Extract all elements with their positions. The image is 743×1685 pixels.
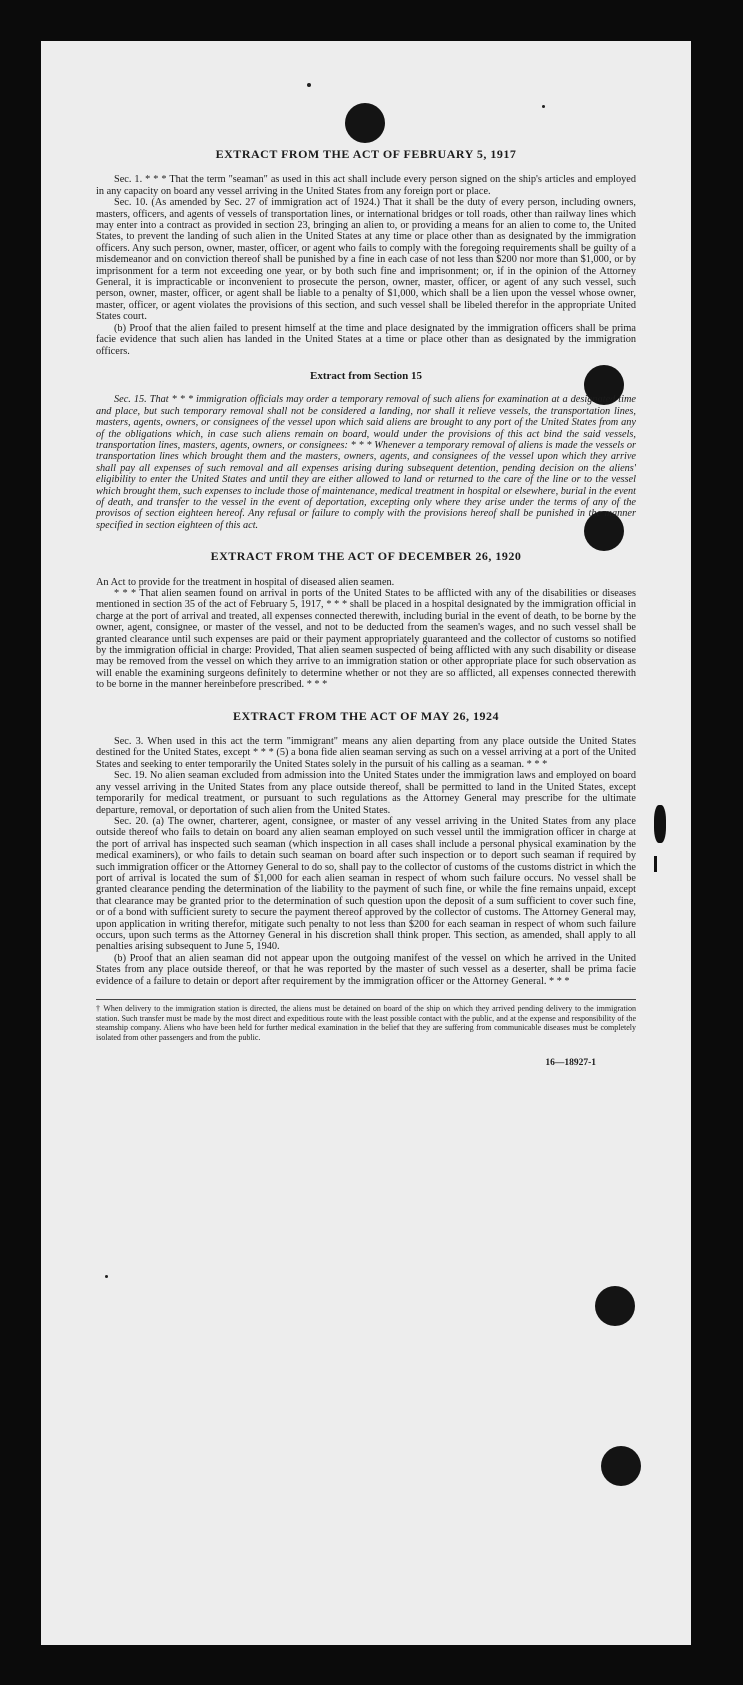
- form-number: 16—18927-1: [545, 1058, 596, 1068]
- section-heading: EXTRACT FROM THE ACT OF MAY 26, 1924: [232, 708, 500, 723]
- section-heading: EXTRACT FROM THE ACT OF DECEMBER 26, 1920: [210, 549, 522, 564]
- scan-mark: [654, 856, 657, 872]
- punch-hole: [595, 1286, 635, 1326]
- act-title: An Act to provide for the treatment in hospital of diseased alien seamen.: [96, 576, 395, 588]
- document-text: [96, 111, 636, 1069]
- paragraph-sec-19: Sec. 19. No alien seaman excluded from admission into the United States under the immigration laws and employed on board any vessel arriving in the United States from any place outside thereof, shall be permitted to land in the United States, except temporarily for medical treatment, or pursuant to such regulations as the Attorney General may prescribe for the ultimate departure, removal, or deportation of such alien from the United States.: [96, 770, 636, 816]
- paragraph-sec-15: Sec. 15. That * * * immigration officials may order a temporary removal of such aliens for examination at a designated time and place, but such temporary removal shall not be considered a landing, nor shall it relieve vessels, the transportation lines, masters, agents, owners, or consignees of the vessel upon which said aliens are brought to any port of the United States from any of the obligations which, in case such aliens remain on board, would under the provisions of this act bind the said vessels, transportation lines, masters, agents, owners, or consignees: * * * Whenever a temporary removal of aliens is made the vessels or transportation lines which brought them and the masters, owners, agents, and consignees of the vessel upon which they arrive shall pay all expenses of such removal and all expenses arising during subsequent detention, pending decision on the aliens' eligibility to enter the United States and until they are either allowed to land or returned to the care of the line or to the vessel which brought them, such expenses to include those of maintenance, medical treatment in hospital or elsewhere, burial in the event of death, and transfer to the vessel in the event of deportation, excepting only where they arise under the terms of any of the provisos of section eighteen hereof. Any refusal or failure to comply with the provisions hereof shall be punished in the manner specified in section eighteen of this act.: [96, 394, 636, 531]
- paragraph-sec-20b: (b) Proof that an alien seaman did not appear upon the outgoing manifest of the vessel on which he arrived in the United States from any place outside thereof, or that he was reported by the master of such vessel as a deserter, shall be prima facie evidence of a failure to detain or deport after requirement by the immigration officer or the Attorney General. * * *: [96, 952, 636, 987]
- section-heading: EXTRACT FROM THE ACT OF FEBRUARY 5, 1917: [215, 147, 517, 161]
- punch-hole: [601, 1446, 641, 1486]
- dust-speck: [542, 105, 545, 108]
- dust-speck: [307, 83, 311, 87]
- paragraph-sec-3: Sec. 3. When used in this act the term "immigrant" means any alien departing from any place outside the United States destined for the United States, except * * * (5) a bona fide alien seaman serving as such on a vessel arriving at a port of the United States and seeking to enter temporarily the United States solely in the pursuit of his calling as a seaman. * * *: [96, 736, 636, 770]
- paragraph-sec-20: Sec. 20. (a) The owner, charterer, agent, consignee, or master of any vessel arriving in the United States from any place outside thereof who fails to detain on board any alien seaman employed on such vessel until the immigration officer in charge at the port of arrival has inspected such seaman (which inspection in all cases shall include a personal physical examination by the medical examiners), or who fails to detain such seaman on board after such inspection or to deport such seaman if required by such immigration officer or the Attorney General to do so, shall pay to the collector of customs of the customs district in which the port of arrival is located the sum of $1,000 for each alien seaman in respect of whom such failure occurs. No vessel shall be granted clearance pending the determination of the liability to the payment of such fine, or while the fine remains unpaid, except that clearance may be granted prior to the determination of such question upon the deposit of a sum sufficient to cover such fine, or of a bond with sufficient surety to secure the payment thereof approved by the collector of customs. The Attorney General may, upon application in writing therefor, mitigate such penalty to not less than $200 for each seaman in respect of whom such failure occurs, upon such terms as the Attorney General in his discretion shall think proper. This section, as amended, shall apply to all penalties arising subsequent to June 5, 1940.: [96, 815, 636, 953]
- paragraph-sec-10b: (b) Proof that the alien failed to present himself at the time and place designated by the immigration officers shall be prima facie evidence that such alien has landed in the United States at a time or place other than as designated by the immigration officers.: [96, 322, 636, 357]
- paragraph-sec-10: Sec. 10. (As amended by Sec. 27 of immigration act of 1924.) That it shall be the duty of every person, including owners, masters, officers, and agents of vessels of transportation lines, or international bridges or toll roads, other than railway lines which may enter into a contract as provided in section 23, bringing an alien to, or providing a means for an alien to come to, the United States, to prevent the landing of such alien in the United States at any time or place other than as designated by the immigration officers. Any such person, owner, master, officer, or agent who fails to comply with the foregoing requirements shall be guilty of a misdemeanor and on conviction thereof shall be punished by a fine in each case of not less than $200 nor more than $1,000, or by imprisonment for a term not exceeding one year, or by both such fine and imprisonment; or, if in the opinion of the Attorney General, it is impracticable or inconvenient to prosecute the person, owner, master, officer, or agent of any such vessel, such person, owner, master, officer, or agent shall be liable to a penalty of $1,000, which shall be a lien upon the vessel whose owner, master, officer, or agent violates the provisions of this section, and such vessel shall be libeled therefor in the appropriate United States court.: [96, 197, 636, 323]
- document-page: [41, 41, 691, 1645]
- scan-mark: [654, 805, 666, 843]
- paragraph-act-1920: * * * That alien seamen found on arrival in ports of the United States to be afflicted with any of the disabilities or diseases mentioned in section 35 of the act of February 5, 1917, * * * shall be placed in a hospital designated by the immigration official in charge at the port of arrival and treated, all expenses connected therewith, including burial in the event of death, to be borne by the owner, agent, consignee, or master of the vessel, and not to be deducted from the seamen's wages, and no such vessel shall be granted clearance until such expenses are paid or their payment appropriately guaranteed and the collector of customs so notified by the immigration official in charge: Provided, That alien seamen suspected of being afflicted with any such disability or disease may be removed from the vessel on which they arrive to an immigration station or other appropriate place for such observation as will enable the examining surgeons definitely to determine whether or not they are so afflicted, all expenses connected therewith to be borne in the manner hereinbefore prescribed. * * *: [96, 588, 636, 691]
- dust-speck: [105, 1275, 108, 1278]
- paragraph-sec-1: Sec. 1. * * * That the term "seaman" as used in this act shall include every person signed on the ship's articles and employed in any capacity on board any vessel arriving in the United States from any foreign port or place.: [96, 174, 636, 197]
- section-subheading: Extract from Section 15: [310, 369, 422, 382]
- footnote: † When delivery to the immigration station is directed, the aliens must be detained on board of the ship on which they arrived pending delivery to the immigration station. Such transfer must be made by the most direct and expeditious route with the least possible contact with the public, and at the expense and responsibility of the steamship company. Aliens who have been held for further medical examination in the belief that they are suffering from communicable diseases must be completely isolated from other passengers and from the public.: [96, 999, 636, 1042]
